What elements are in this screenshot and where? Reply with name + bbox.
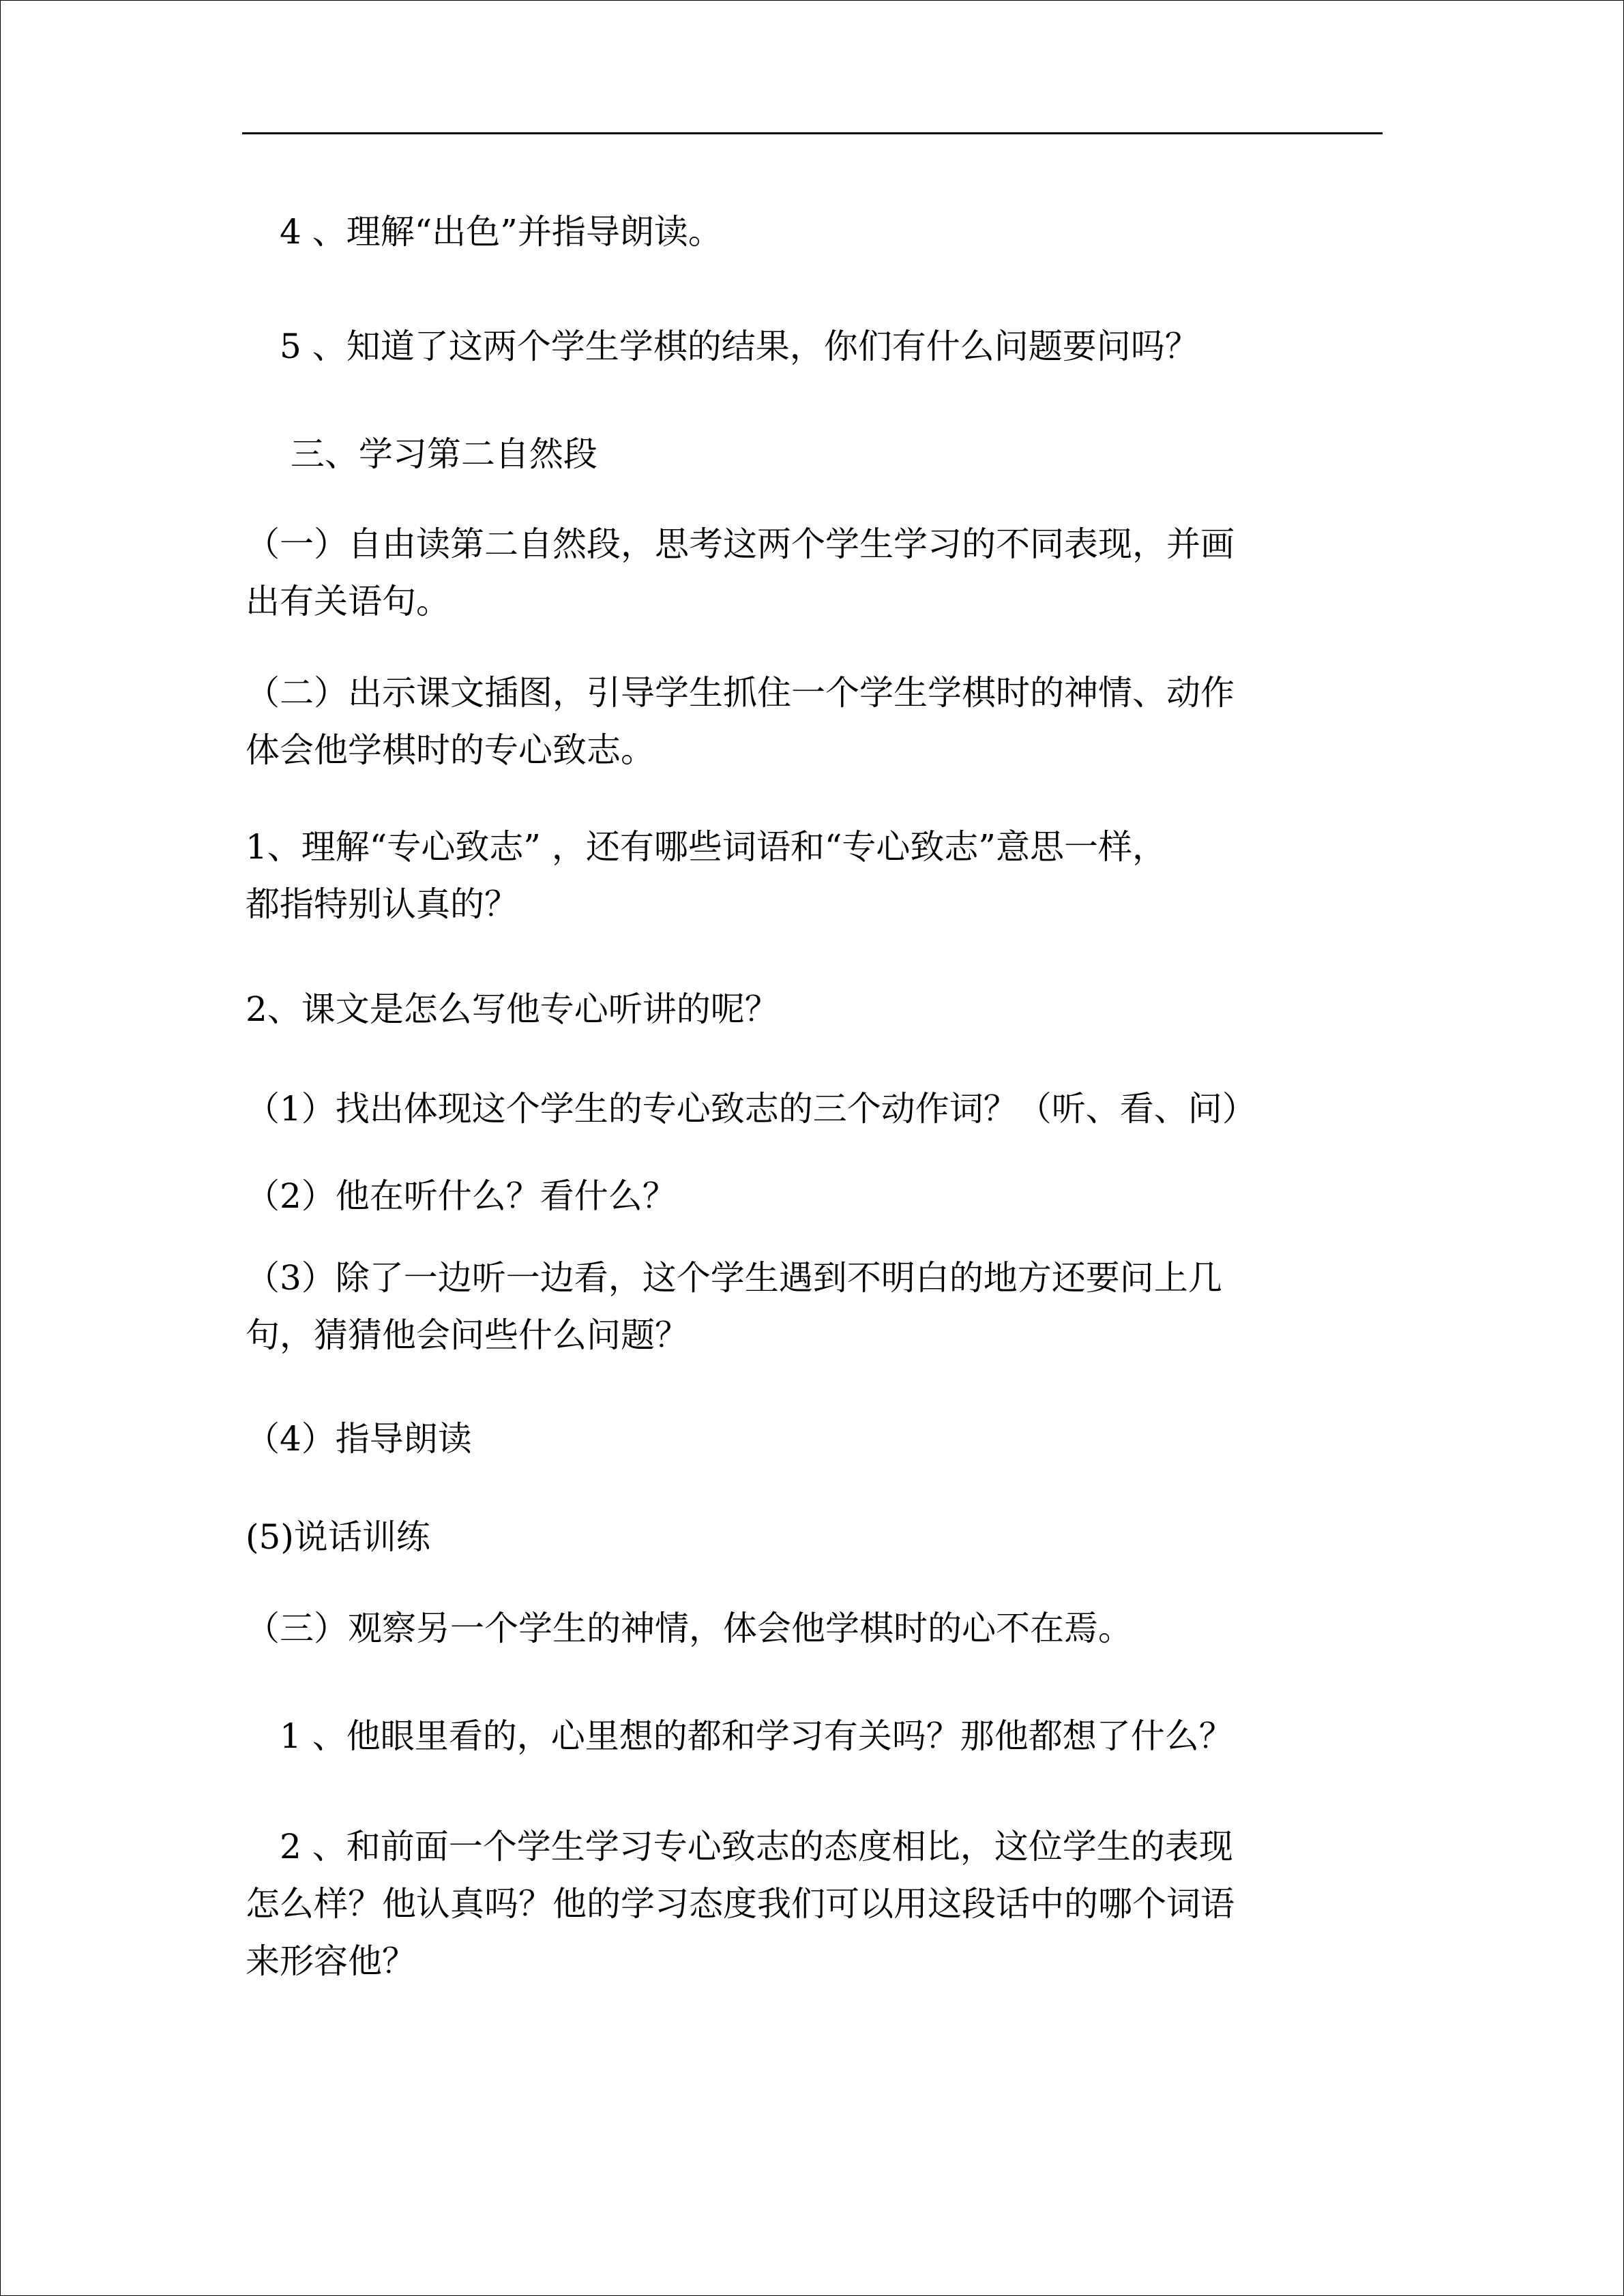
section-heading-3 <box>246 426 1391 483</box>
paragraph-line: （4）指导朗读 <box>246 1419 472 1459</box>
paragraph-line: （1）找出体现这个学生的专心致志的三个动作词？（听、看、问） <box>246 1089 1256 1129</box>
paragraph-line: （一）自由读第二自然段，思考这两个学生学习的不同表现，并画 <box>246 524 1235 564</box>
paragraph-line: 2、课文是怎么写他专心听讲的呢？ <box>246 989 779 1029</box>
paragraph-step-4 <box>246 203 1391 260</box>
paragraph-line: 2 、和前面一个学生学习专心致志的态度相比，这位学生的表现 <box>246 1827 1233 1866</box>
paragraph-line: （2）他在听什么？看什么？ <box>246 1176 677 1216</box>
paragraph-subitem-3 <box>246 1249 1391 1364</box>
paragraph-line: （3）除了一边听一边看，这个学生遇到不明白的地方还要问上几 <box>246 1258 1222 1298</box>
paragraph-part-3 <box>246 1600 1391 1657</box>
paragraph-line: (5)说话训练 <box>246 1517 430 1557</box>
paragraph-subitem-2 <box>246 1167 1391 1225</box>
paragraph-part-2 <box>246 664 1391 779</box>
paragraph-item-1 <box>246 818 1391 933</box>
paragraph-line: 句，猜猜他会问些什么问题？ <box>246 1315 689 1355</box>
paragraph-line: 怎么样？他认真吗？他的学习态度我们可以用这段话中的哪个词语 <box>246 1884 1235 1924</box>
paragraph-line: 来形容他？ <box>246 1941 416 1981</box>
paragraph-item-2 <box>246 981 1391 1038</box>
header-rule <box>242 132 1383 134</box>
paragraph-line: 都指特别认真的？ <box>246 884 518 924</box>
paragraph-part-1 <box>246 516 1391 630</box>
paragraph-line: 体会他学棋时的专心致志。 <box>246 730 655 770</box>
paragraph-step-5 <box>246 318 1391 375</box>
paragraph-line: 三、学习第二自然段 <box>246 434 597 474</box>
paragraph-line: （三）观察另一个学生的神情，体会他学棋时的心不在焉。 <box>246 1609 1132 1648</box>
paragraph-part-3-item-2 <box>246 1818 1391 1990</box>
paragraph-line: 4 、理解“出色”并指导朗读。 <box>246 212 722 252</box>
paragraph-line: 5 、知道了这两个学生学棋的结果，你们有什么问题要问吗？ <box>246 327 1199 366</box>
paragraph-part-3-item-1 <box>246 1708 1391 1765</box>
paragraph-subitem-4 <box>246 1410 1391 1467</box>
paragraph-line: （二）出示课文插图，引导学生抓住一个学生学棋时的神情、动作 <box>246 673 1235 713</box>
paragraph-line: 出有关语句。 <box>246 582 450 621</box>
paragraph-subitem-1 <box>246 1080 1391 1137</box>
paragraph-subitem-5 <box>246 1508 1391 1566</box>
paragraph-line: 1、理解“专心致志” ，还有哪些词语和“专心致志”意思一样， <box>246 827 1166 867</box>
paragraph-line: 1 、他眼里看的，心里想的都和学习有关吗？那他都想了什么？ <box>246 1716 1233 1756</box>
